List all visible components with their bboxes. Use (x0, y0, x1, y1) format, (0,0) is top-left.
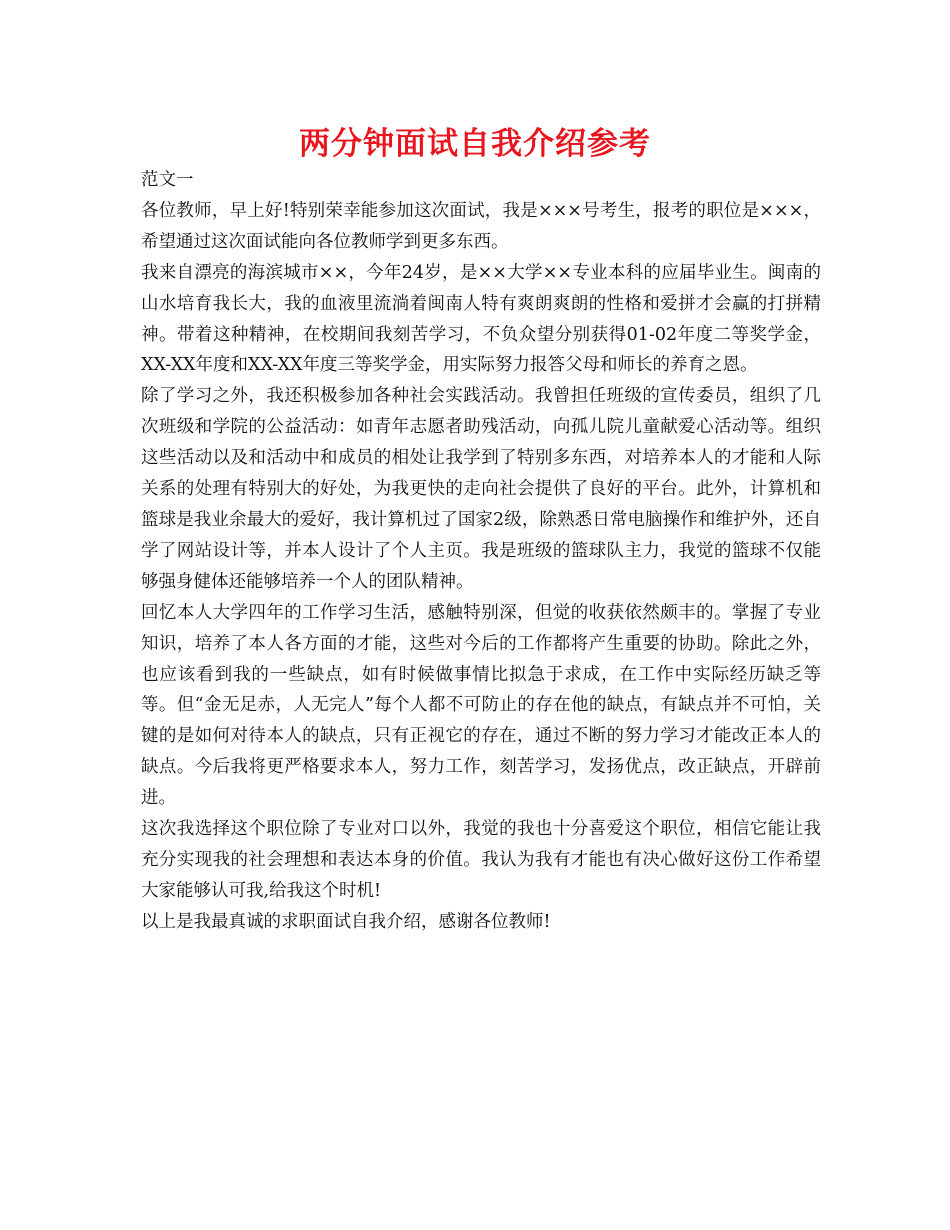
paragraph-activities: 除了学习之外，我还积极参加各种社会实践活动。我曾担任班级的宣传委员，组织了几次班级和学院的公益活动：如青年志愿者助残活动，向孤儿院儿童献爱心活动等。组织这些活动以及和活动中和成员的相处让我学到了特别多东西，对培养本人的才能和人际关系的处理有特别大的好处，为我更快的走向社会提供了良好的平台。此外，计算机和篮球是我业余最大的爱好，我计算机过了国家2级，除熟悉日常电脑操作和维护外，还自学了网站设计等，并本人设计了个人主页。我是班级的篮球队主力，我觉的篮球不仅能够强身健体还能够培养一个人的团队精神。 (141, 386, 821, 592)
document-body (141, 165, 821, 938)
paragraph-reflection: 回忆本人大学四年的工作学习生活，感触特别深，但觉的收获依然颇丰的。掌握了专业知识，培养了本人各方面的才能，这些对今后的工作都将产生重要的协助。除此之外，也应该看到我的一些缺点，如有时候做事情比拟急于求成，在工作中实际经历缺乏等等。但“金无足赤，人无完人”每个人都不可防止的存在他的缺点，有缺点并不可怕，关键的是如何对待本人的缺点，只有正视它的存在，通过不断的努力学习才能改正本人的缺点。今后我将更严格要求本人，努力工作，刻苦学习，发扬优点，改正缺点，开辟前进。 (141, 602, 821, 809)
paragraph-background: 我来自漂亮的海滨城市××，今年24岁，是××大学××专业本科的应届毕业生。闽南的山水培育我长大，我的血液里流淌着闽南人特有爽朗爽朗的性格和爱拼才会赢的打拼精神。带着这种精神，在校期间我刻苦学习，不负众望分别获得01-02年度二等奖学金，XX-XX年度和XX-XX年度三等奖学金，用实际努力报答父母和师长的养育之恩。 (141, 262, 821, 376)
paragraph-closing: 以上是我最真诚的求职面试自我介绍，感谢各位教师! (141, 911, 551, 932)
document-title: 两分钟面试自我介绍参考 (299, 126, 651, 162)
paragraph-greeting: 各位教师，早上好!特别荣幸能参加这次面试，我是×××号考生，报考的职位是×××，希望通过这次面试能向各位教师学到更多东西。 (141, 200, 821, 252)
sample-label: 范文一 (141, 170, 194, 190)
paragraph-motivation: 这次我选择这个职位除了专业对口以外，我觉的我也十分喜爱这个职位，相信它能让我充分实现我的社会理想和表达本身的价值。我认为我有才能也有决心做好这份工作希望大家能够认可我,给我这个时机! (141, 819, 821, 901)
